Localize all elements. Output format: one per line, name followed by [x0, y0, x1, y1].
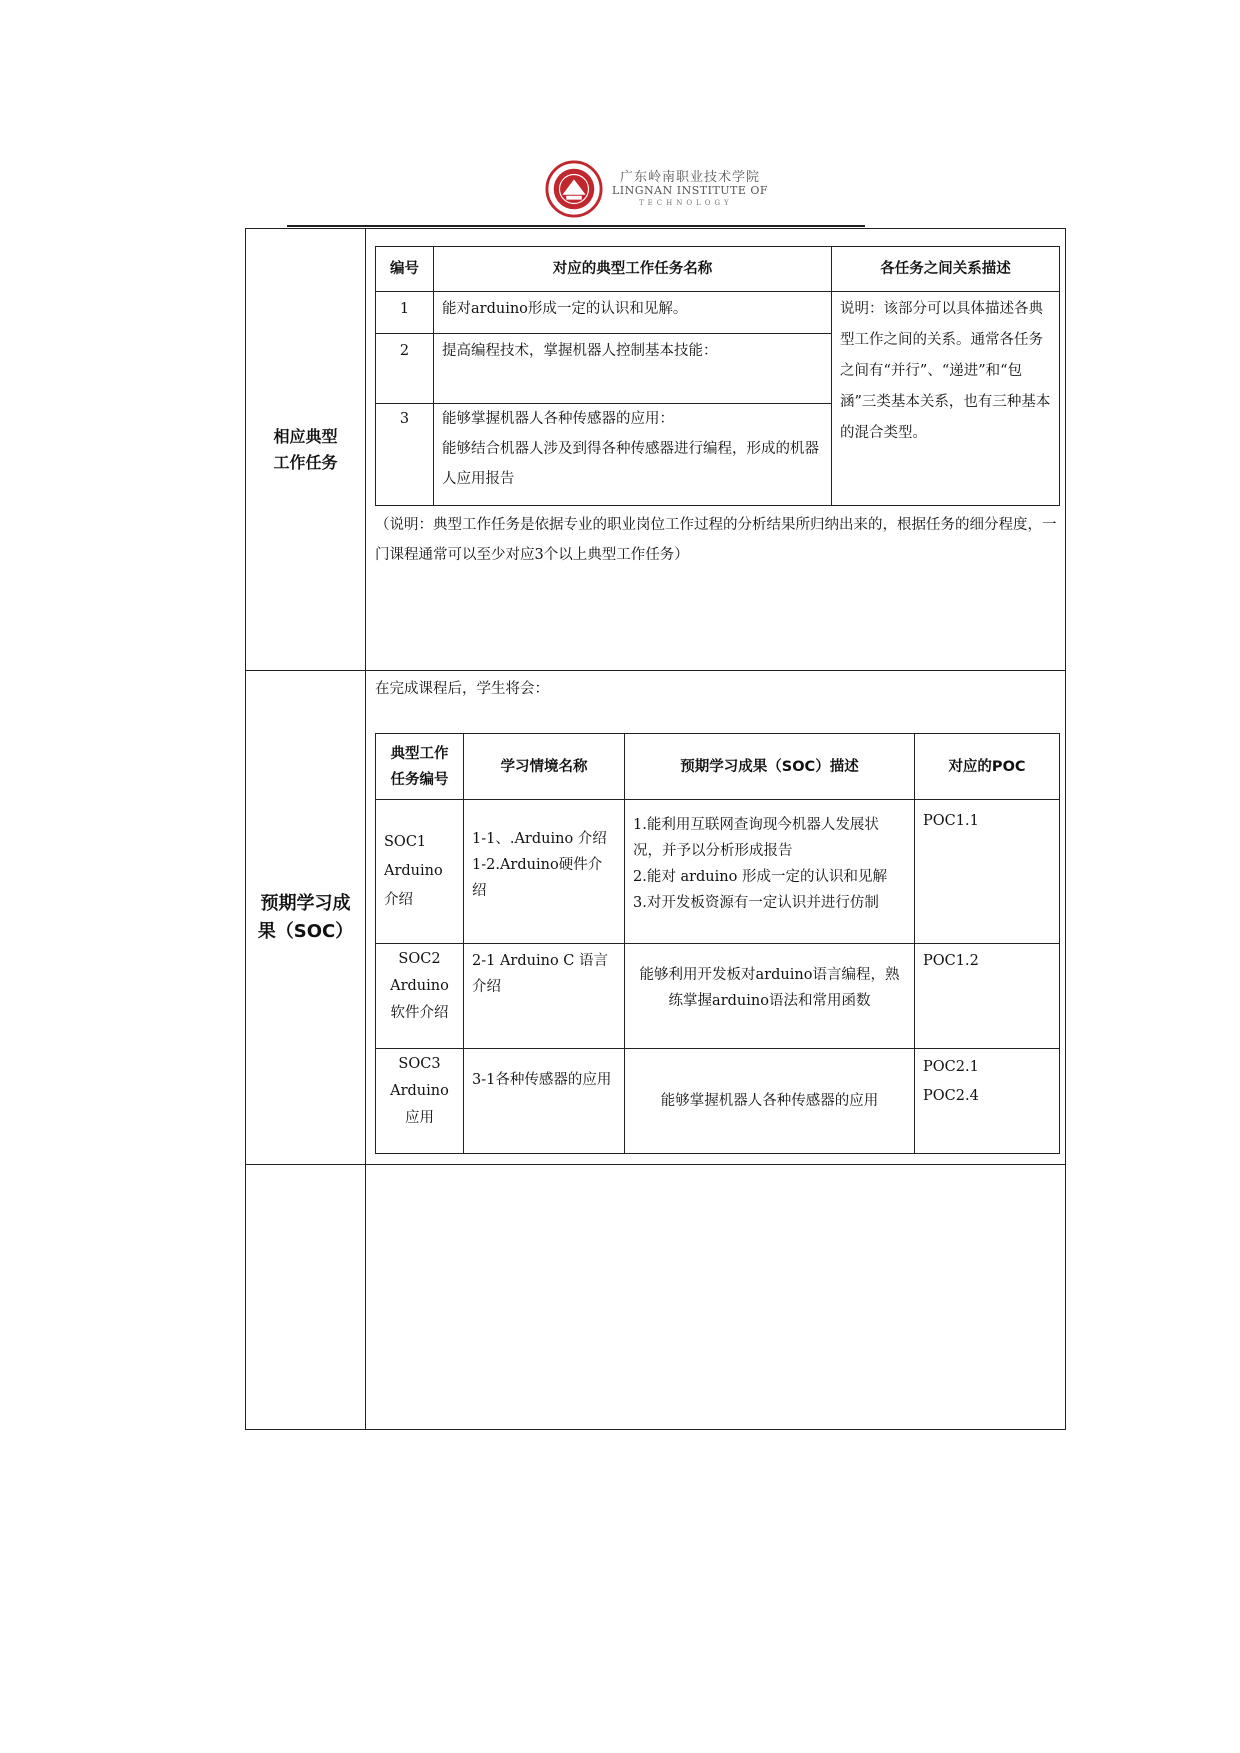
- section-soc: [246, 671, 1066, 1165]
- table-row: [376, 944, 1060, 1049]
- soc-description: 能够利用开发板对arduino语言编程，熟练掌握arduino语法和常用函数: [625, 944, 915, 1049]
- section-empty: [246, 1165, 1066, 1430]
- school-logo: [545, 160, 603, 218]
- soc-situation: 3-1各种传感器的应用: [464, 1049, 625, 1154]
- soc-poc: POC2.1 POC2.4: [915, 1049, 1060, 1154]
- soc-id: SOC3 Arduino 应用: [376, 1049, 464, 1154]
- task-name: 能对arduino形成一定的认识和见解。: [434, 292, 832, 334]
- table-row: [376, 1049, 1060, 1154]
- th-number: 编号: [376, 247, 434, 292]
- soc-id: SOC2 Arduino 软件介绍: [376, 944, 464, 1049]
- header-divider: [287, 225, 865, 227]
- typical-tasks-content: [366, 229, 1066, 671]
- soc-table: [375, 733, 1060, 1154]
- th-task-name: 对应的典型工作任务名称: [434, 247, 832, 292]
- school-name-en-2: TECHNOLOGY: [639, 199, 733, 207]
- task-name: 提高编程技术，掌握机器人控制基本技能：: [434, 334, 832, 404]
- soc-situation: 1-1、.Arduino 介绍 1-2.Arduino硬件介绍: [464, 800, 625, 944]
- task-name: 能够掌握机器人各种传感器的应用： 能够结合机器人涉及到得各种传感器进行编程，形成的机器人应用报告: [434, 404, 832, 506]
- soc-description: 1.能利用互联网查询现今机器人发展状况，并予以分析形成报告 2.能对 arduino 形成一定的认识和见解 3.对开发板资源有一定认识并进行仿制: [625, 800, 915, 944]
- tasks-header-row: [376, 247, 1060, 292]
- th-situation: 学习情境名称: [464, 734, 625, 800]
- course-table: [245, 228, 1066, 1430]
- soc-poc: POC1.2: [915, 944, 1060, 1049]
- soc-poc: POC1.1: [915, 800, 1060, 944]
- table-row: [376, 292, 1060, 334]
- task-number: 1: [376, 292, 434, 334]
- task-number: 3: [376, 404, 434, 506]
- page-header: [545, 160, 785, 220]
- th-poc: 对应的POC: [915, 734, 1060, 800]
- soc-intro: 在完成课程后，学生将会：: [375, 681, 549, 697]
- soc-content: [366, 671, 1066, 1165]
- soc-label: 预期学习成 果（SOC）: [246, 671, 366, 1165]
- task-number: 2: [376, 334, 434, 404]
- empty-content-cell: [366, 1165, 1066, 1430]
- soc-header-row: [376, 734, 1060, 800]
- typical-tasks-label: 相应典型 工作任务: [246, 229, 366, 671]
- th-soc-description: 预期学习成果（SOC）描述: [625, 734, 915, 800]
- tasks-table: [375, 246, 1060, 506]
- task-relation: 说明：该部分可以具体描述各典型工作之间的关系。通常各任务之间有“并行”、“递进”和“包涵”三类基本关系，也有三种基本的混合类型。: [832, 292, 1060, 506]
- th-task-id: 典型工作 任务编号: [376, 734, 464, 800]
- soc-id: SOC1 Arduino 介绍: [376, 800, 464, 944]
- school-name-cn: 广东岭南职业技术学院: [620, 170, 761, 185]
- empty-label-cell: [246, 1165, 366, 1430]
- th-relation: 各任务之间关系描述: [832, 247, 1060, 292]
- soc-description: 能够掌握机器人各种传感器的应用: [625, 1049, 915, 1154]
- school-name-en: LINGNAN INSTITUTE OF: [612, 184, 769, 197]
- section-typical-tasks: [246, 229, 1066, 671]
- tasks-note: （说明：典型工作任务是依据专业的职业岗位工作过程的分析结果所归纳出来的，根据任务的细分程度，一门课程通常可以至少对应3个以上典型工作任务）: [375, 517, 1057, 563]
- soc-situation: 2-1 Arduino C 语言介绍: [464, 944, 625, 1049]
- table-row: [376, 800, 1060, 944]
